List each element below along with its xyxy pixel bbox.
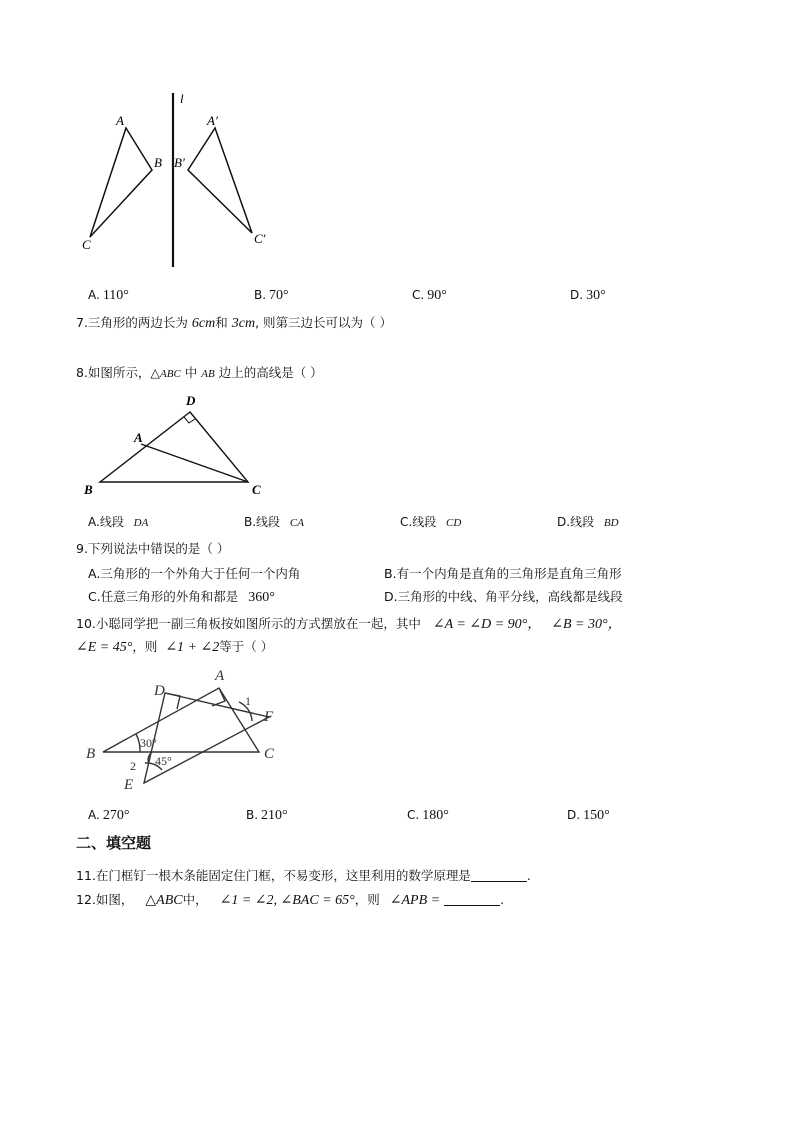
- label-l: l: [180, 91, 184, 106]
- label-C: C: [82, 237, 91, 252]
- q6-option-d[interactable]: D. 30°: [570, 288, 606, 303]
- label-2: 2: [130, 759, 136, 773]
- q9-option-c[interactable]: C.任意三角形的外角和都是 360°: [88, 589, 275, 605]
- q10-option-c[interactable]: C. 180°: [407, 808, 449, 823]
- label-1: 1: [245, 694, 251, 708]
- triangle-abc: [90, 128, 152, 237]
- label-A: A: [116, 113, 124, 128]
- triangle-abc-prime: [188, 128, 252, 233]
- q8-option-b[interactable]: B.线段 CA: [244, 515, 304, 529]
- triangle-dbc: [100, 412, 248, 482]
- q9-option-b[interactable]: B.有一个内角是直角的三角形是直角三角形: [384, 566, 622, 581]
- label-C: C: [264, 746, 275, 762]
- label-A: A: [215, 668, 225, 684]
- q9-option-d[interactable]: D.三角形的中线、角平分线，高线都是线段: [384, 589, 623, 604]
- label-B: B: [86, 746, 96, 762]
- q6-option-b[interactable]: B. 70°: [254, 288, 289, 303]
- label-D: D: [154, 683, 165, 699]
- label-E: E: [124, 777, 134, 793]
- q10-option-d[interactable]: D. 150°: [567, 808, 610, 823]
- q8-option-a[interactable]: A.线段 DA: [88, 515, 149, 529]
- question-10-line2: ∠E = 45°，则 ∠1 + ∠2等于（ ）: [76, 639, 274, 655]
- q6-reflection-figure: [70, 85, 290, 275]
- q12-answer-blank[interactable]: [444, 893, 500, 906]
- label-C-prime: C′: [254, 231, 266, 246]
- q6-option-a[interactable]: A. 110°: [88, 288, 129, 303]
- q9-option-a[interactable]: A.三角形的一个外角大于任何一个内角: [88, 566, 301, 581]
- triangle-abc-30: [103, 688, 259, 752]
- question-11: 11.在门框钉一根木条能固定住门框，不易变形，这里利用的数学原理是 .: [76, 868, 531, 883]
- label-C: C: [252, 482, 261, 497]
- question-8: 8.如图所示，△ABC 中 AB 边上的高线是（ ）: [76, 365, 323, 380]
- label-45: 45°: [155, 754, 172, 768]
- label-A: A: [134, 430, 143, 445]
- q10-option-b[interactable]: B. 210°: [246, 808, 288, 823]
- q10-set-squares-figure: [84, 665, 294, 795]
- q8-triangle-figure: [80, 390, 280, 505]
- question-9: 9.下列说法中错误的是（ ）: [76, 541, 230, 556]
- label-B: B: [84, 482, 93, 497]
- label-A-prime: A′: [207, 113, 218, 128]
- q11-answer-blank[interactable]: [471, 869, 527, 882]
- right-angle-mark: [184, 417, 195, 423]
- section-title-fill-blank: 二、填空题: [76, 834, 152, 852]
- q6-option-c[interactable]: C. 90°: [412, 288, 447, 303]
- question-12: 12.如图， △ABC中， ∠1 = ∠2, ∠BAC = 65°，则 ∠APB = .: [76, 892, 505, 908]
- q8-option-c[interactable]: C.线段 CD: [400, 515, 462, 529]
- label-30: 30°: [140, 736, 157, 750]
- label-F: F: [264, 709, 274, 725]
- q10-option-a[interactable]: A. 270°: [88, 808, 130, 823]
- label-D: D: [186, 393, 196, 408]
- label-B-prime: B′: [174, 155, 185, 170]
- q8-option-d[interactable]: D.线段 BD: [557, 515, 619, 529]
- question-10-line1: 10.小聪同学把一副三角板按如图所示的方式摆放在一起，其中 ∠A = ∠D = 90°， ∠B = 30°，: [76, 616, 622, 632]
- label-B: B: [154, 155, 162, 170]
- question-7: 7.三角形的两边长为 6cm和 3cm, 则第三边长可以为（ ）: [76, 315, 392, 331]
